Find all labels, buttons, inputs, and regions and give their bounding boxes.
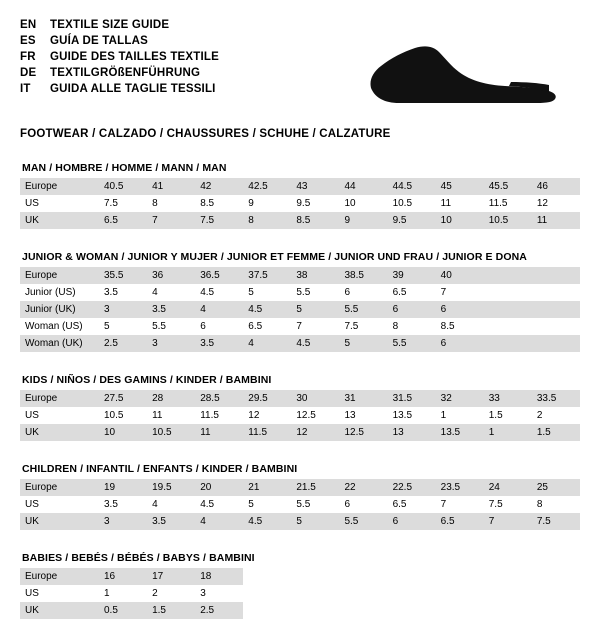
cell: 6 xyxy=(339,496,387,513)
cell: 11.5 xyxy=(243,424,291,441)
cell: 7.5 xyxy=(99,195,147,212)
cell: 31.5 xyxy=(388,390,436,407)
row-label: UK xyxy=(20,424,99,441)
cell-empty xyxy=(243,585,291,602)
cell: 10 xyxy=(99,424,147,441)
cell: 1.5 xyxy=(147,602,195,619)
cell: 3 xyxy=(99,513,147,530)
cell xyxy=(484,318,532,335)
cell: 7.5 xyxy=(532,513,580,530)
language-row xyxy=(20,66,219,81)
cell: 27.5 xyxy=(99,390,147,407)
cell: 6 xyxy=(339,284,387,301)
row-label: Europe xyxy=(20,178,99,195)
cell: 43 xyxy=(291,178,339,195)
cell: 22.5 xyxy=(388,479,436,496)
cell: 33.5 xyxy=(532,390,580,407)
cell: 6.5 xyxy=(99,212,147,229)
cell: 13 xyxy=(388,424,436,441)
cell: 8 xyxy=(532,496,580,513)
group-title: MAN / HOMBRE / HOMME / MANN / MAN xyxy=(22,162,227,174)
cell: 1.5 xyxy=(532,424,580,441)
cell-empty xyxy=(484,602,532,619)
cell-empty xyxy=(339,585,387,602)
cell: 7 xyxy=(436,496,484,513)
cell xyxy=(484,335,532,352)
cell: 1 xyxy=(436,407,484,424)
table-row xyxy=(20,407,580,424)
cell: 10.5 xyxy=(147,424,195,441)
table-row xyxy=(20,284,580,301)
cell: 40.5 xyxy=(99,178,147,195)
cell: 3 xyxy=(147,335,195,352)
cell: 1 xyxy=(99,585,147,602)
table-row xyxy=(20,496,580,513)
cell: 6 xyxy=(388,301,436,318)
cell: 19.5 xyxy=(147,479,195,496)
language-code: FR xyxy=(20,51,36,63)
cell: 2 xyxy=(147,585,195,602)
cell: 20 xyxy=(195,479,243,496)
cell: 4.5 xyxy=(243,301,291,318)
cell xyxy=(484,284,532,301)
cell-empty xyxy=(388,585,436,602)
row-label: Europe xyxy=(20,568,99,585)
row-label: US xyxy=(20,585,99,602)
group-title: KIDS / NIÑOS / DES GAMINS / KINDER / BAMBINI xyxy=(22,374,272,386)
cell: 24 xyxy=(484,479,532,496)
size-table-kids xyxy=(20,390,580,441)
cell: 28 xyxy=(147,390,195,407)
cell: 8 xyxy=(147,195,195,212)
cell: 5 xyxy=(291,301,339,318)
cell: 45.5 xyxy=(484,178,532,195)
cell: 31 xyxy=(339,390,387,407)
language-code: IT xyxy=(20,83,31,95)
cell: 16 xyxy=(99,568,147,585)
cell xyxy=(532,284,580,301)
cell: 4.5 xyxy=(195,496,243,513)
cell: 7 xyxy=(291,318,339,335)
group-kids xyxy=(20,374,580,441)
cell: 11 xyxy=(532,212,580,229)
table-row xyxy=(20,301,580,318)
cell: 6.5 xyxy=(436,513,484,530)
row-label: US xyxy=(20,496,99,513)
cell-empty xyxy=(532,568,580,585)
cell: 11 xyxy=(436,195,484,212)
cell-empty xyxy=(291,602,339,619)
cell: 9.5 xyxy=(291,195,339,212)
cell: 1 xyxy=(484,424,532,441)
cell-empty xyxy=(339,568,387,585)
cell: 6.5 xyxy=(243,318,291,335)
cell: 9 xyxy=(243,195,291,212)
table-row xyxy=(20,178,580,195)
cell: 6 xyxy=(436,335,484,352)
cell xyxy=(484,301,532,318)
cell: 5.5 xyxy=(147,318,195,335)
cell: 41 xyxy=(147,178,195,195)
table-row xyxy=(20,212,580,229)
cell: 28.5 xyxy=(195,390,243,407)
cell: 10.5 xyxy=(99,407,147,424)
group-junior-woman xyxy=(20,251,580,352)
cell: 8 xyxy=(388,318,436,335)
cell: 5 xyxy=(243,284,291,301)
cell: 39 xyxy=(388,267,436,284)
cell: 9.5 xyxy=(388,212,436,229)
cell: 11 xyxy=(195,424,243,441)
cell: 4 xyxy=(195,513,243,530)
language-title: GUÍA DE TALLAS xyxy=(50,35,148,47)
cell xyxy=(532,267,580,284)
table-row xyxy=(20,568,580,585)
cell: 7.5 xyxy=(484,496,532,513)
row-label: Junior (US) xyxy=(20,284,99,301)
language-title: GUIDA ALLE TAGLIE TESSILI xyxy=(50,83,216,95)
cell: 37.5 xyxy=(243,267,291,284)
language-row xyxy=(20,50,219,65)
cell: 12 xyxy=(532,195,580,212)
table-row xyxy=(20,602,580,619)
cell: 11.5 xyxy=(484,195,532,212)
cell: 4 xyxy=(195,301,243,318)
cell: 5 xyxy=(99,318,147,335)
cell: 10.5 xyxy=(484,212,532,229)
cell: 46 xyxy=(532,178,580,195)
cell: 12 xyxy=(291,424,339,441)
cell: 13 xyxy=(339,407,387,424)
table-row xyxy=(20,267,580,284)
cell: 44 xyxy=(339,178,387,195)
cell: 10 xyxy=(436,212,484,229)
language-title: GUIDE DES TAILLES TEXTILE xyxy=(50,51,219,63)
row-label: Europe xyxy=(20,267,99,284)
cell: 13.5 xyxy=(388,407,436,424)
cell: 5.5 xyxy=(339,301,387,318)
row-label: Junior (UK) xyxy=(20,301,99,318)
cell: 21.5 xyxy=(291,479,339,496)
cell: 2 xyxy=(532,407,580,424)
cell: 29.5 xyxy=(243,390,291,407)
cell: 6.5 xyxy=(388,284,436,301)
cell: 22 xyxy=(339,479,387,496)
cell: 6 xyxy=(436,301,484,318)
cell: 18 xyxy=(195,568,243,585)
cell: 42.5 xyxy=(243,178,291,195)
cell: 2.5 xyxy=(99,335,147,352)
cell: 4.5 xyxy=(291,335,339,352)
group-title: CHILDREN / INFANTIL / ENFANTS / KINDER / BAMBINI xyxy=(22,463,298,475)
cell: 0.5 xyxy=(99,602,147,619)
cell: 1.5 xyxy=(484,407,532,424)
cell: 38.5 xyxy=(339,267,387,284)
row-label: Woman (UK) xyxy=(20,335,99,352)
size-table-junior-woman xyxy=(20,267,580,352)
cell: 25 xyxy=(532,479,580,496)
dress-shoe-icon xyxy=(354,30,564,112)
cell: 8 xyxy=(243,212,291,229)
cell: 4.5 xyxy=(195,284,243,301)
cell: 3.5 xyxy=(147,513,195,530)
cell: 6 xyxy=(388,513,436,530)
cell: 5.5 xyxy=(291,496,339,513)
language-title: TEXTILGRÖßENFÜHRUNG xyxy=(50,67,201,79)
cell xyxy=(532,301,580,318)
row-label: Woman (US) xyxy=(20,318,99,335)
language-code: EN xyxy=(20,19,37,31)
cell: 3.5 xyxy=(147,301,195,318)
cell: 10.5 xyxy=(388,195,436,212)
cell: 4 xyxy=(147,496,195,513)
cell: 7 xyxy=(436,284,484,301)
table-row xyxy=(20,195,580,212)
row-label: US xyxy=(20,407,99,424)
cell: 3 xyxy=(99,301,147,318)
cell: 36 xyxy=(147,267,195,284)
cell-empty xyxy=(532,585,580,602)
size-table-babies xyxy=(20,568,580,619)
cell: 8.5 xyxy=(291,212,339,229)
cell-empty xyxy=(243,602,291,619)
cell-empty xyxy=(436,568,484,585)
cell: 7 xyxy=(484,513,532,530)
size-table-children xyxy=(20,479,580,530)
cell: 38 xyxy=(291,267,339,284)
table-row xyxy=(20,335,580,352)
cell: 17 xyxy=(147,568,195,585)
cell: 44.5 xyxy=(388,178,436,195)
row-label: UK xyxy=(20,602,99,619)
cell-empty xyxy=(291,568,339,585)
cell: 42 xyxy=(195,178,243,195)
cell: 30 xyxy=(291,390,339,407)
cell-empty xyxy=(436,585,484,602)
cell: 32 xyxy=(436,390,484,407)
cell-empty xyxy=(339,602,387,619)
table-row xyxy=(20,513,580,530)
row-label: UK xyxy=(20,513,99,530)
cell: 13.5 xyxy=(436,424,484,441)
table-row xyxy=(20,390,580,407)
cell: 11.5 xyxy=(195,407,243,424)
cell: 7 xyxy=(147,212,195,229)
cell: 5.5 xyxy=(388,335,436,352)
cell: 7.5 xyxy=(339,318,387,335)
language-code: ES xyxy=(20,35,36,47)
cell: 33 xyxy=(484,390,532,407)
table-row xyxy=(20,479,580,496)
language-code: DE xyxy=(20,67,37,79)
cell-empty xyxy=(243,568,291,585)
row-label: UK xyxy=(20,212,99,229)
cell xyxy=(532,318,580,335)
cell: 5.5 xyxy=(339,513,387,530)
cell: 8.5 xyxy=(195,195,243,212)
cell: 35.5 xyxy=(99,267,147,284)
cell xyxy=(532,335,580,352)
cell: 8.5 xyxy=(436,318,484,335)
cell: 5.5 xyxy=(291,284,339,301)
group-title: BABIES / BEBÉS / BÉBÉS / BABYS / BAMBINI xyxy=(22,552,255,564)
cell-empty xyxy=(436,602,484,619)
cell: 4 xyxy=(147,284,195,301)
cell: 3.5 xyxy=(195,335,243,352)
cell: 3 xyxy=(195,585,243,602)
page-title: FOOTWEAR / CALZADO / CHAUSSURES / SCHUHE / CALZATURE xyxy=(20,128,391,140)
cell: 5 xyxy=(339,335,387,352)
cell: 2.5 xyxy=(195,602,243,619)
cell-empty xyxy=(388,568,436,585)
cell: 5 xyxy=(291,513,339,530)
language-row xyxy=(20,34,219,49)
table-row xyxy=(20,585,580,602)
cell: 12.5 xyxy=(291,407,339,424)
row-label: Europe xyxy=(20,479,99,496)
size-table-man xyxy=(20,178,580,229)
group-man xyxy=(20,162,580,229)
cell: 6.5 xyxy=(388,496,436,513)
group-babies xyxy=(20,552,580,619)
cell: 36.5 xyxy=(195,267,243,284)
language-title-list xyxy=(20,18,219,97)
cell: 11 xyxy=(147,407,195,424)
cell-empty xyxy=(291,585,339,602)
language-title: TEXTILE SIZE GUIDE xyxy=(50,19,170,31)
page-header xyxy=(20,18,580,112)
cell: 45 xyxy=(436,178,484,195)
cell: 3.5 xyxy=(99,284,147,301)
group-title: JUNIOR & WOMAN / JUNIOR Y MUJER / JUNIOR ET FEMME / JUNIOR UND FRAU / JUNIOR E DONA xyxy=(22,251,527,263)
cell: 6 xyxy=(195,318,243,335)
cell: 7.5 xyxy=(195,212,243,229)
cell: 9 xyxy=(339,212,387,229)
row-label: US xyxy=(20,195,99,212)
cell-empty xyxy=(388,602,436,619)
group-children xyxy=(20,463,580,530)
cell-empty xyxy=(484,585,532,602)
table-row xyxy=(20,424,580,441)
cell: 4.5 xyxy=(243,513,291,530)
table-row xyxy=(20,318,580,335)
language-row xyxy=(20,82,219,97)
row-label: Europe xyxy=(20,390,99,407)
cell: 23.5 xyxy=(436,479,484,496)
cell: 4 xyxy=(243,335,291,352)
language-row xyxy=(20,18,219,33)
cell: 40 xyxy=(436,267,484,284)
cell: 3.5 xyxy=(99,496,147,513)
cell: 21 xyxy=(243,479,291,496)
cell: 10 xyxy=(339,195,387,212)
cell: 12.5 xyxy=(339,424,387,441)
cell: 5 xyxy=(243,496,291,513)
cell: 12 xyxy=(243,407,291,424)
cell xyxy=(484,267,532,284)
cell-empty xyxy=(484,568,532,585)
cell-empty xyxy=(532,602,580,619)
cell: 19 xyxy=(99,479,147,496)
